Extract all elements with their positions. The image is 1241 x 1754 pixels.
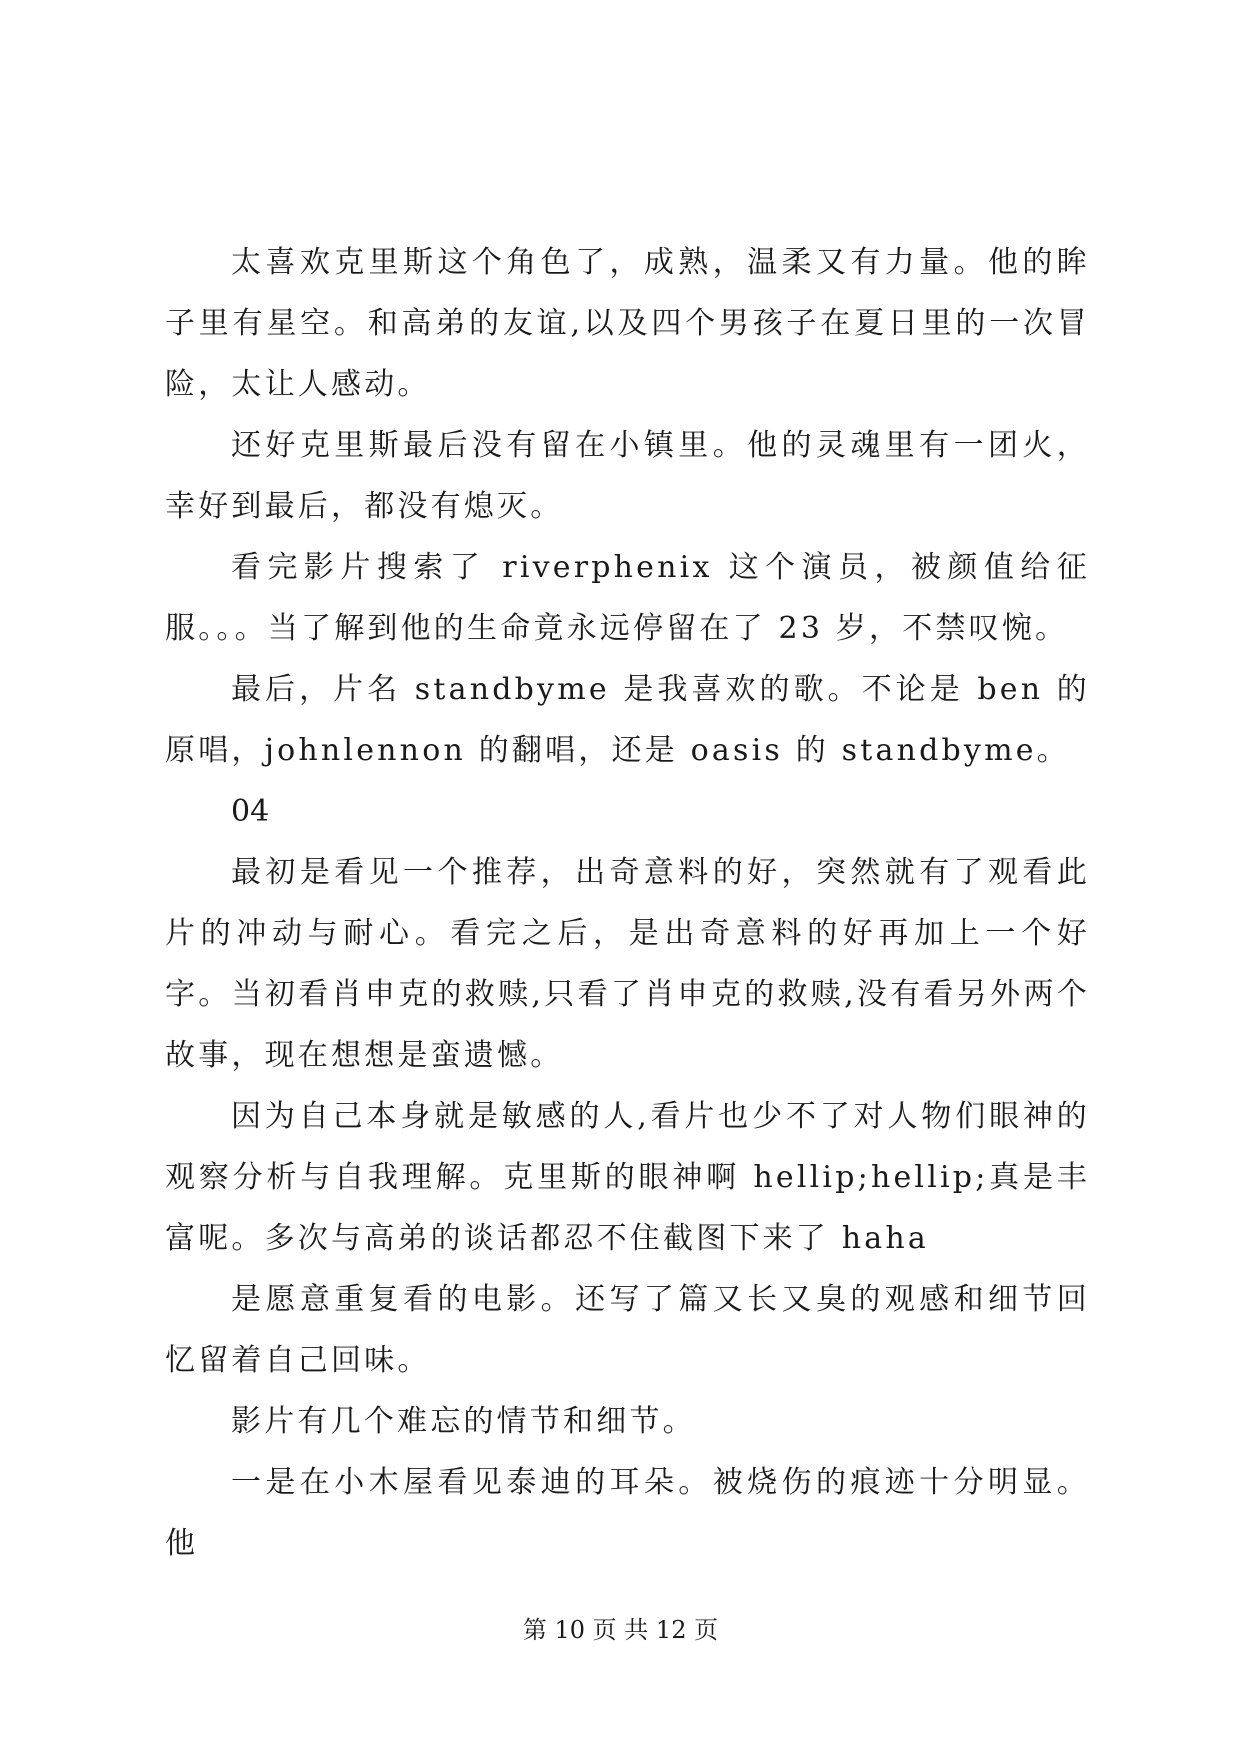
paragraph: 一是在小木屋看见泰迪的耳朵。被烧伤的痕迹十分明显。他 [165, 1465, 1090, 1561]
paragraph: 最初是看见一个推荐，出奇意料的好，突然就有了观看此片的冲动与耐心。看完之后，是出奇意料的好再加上一个好字。当初看肖申克的救赎,只看了肖申克的救赎,没有看另外两个故事，现在想想是蛮遗憾。 [165, 855, 1090, 1073]
document-body [165, 232, 1090, 1574]
paragraph: 太喜欢克里斯这个角色了，成熟，温柔又有力量。他的眸子里有星空。和高弟的友谊,以及四个男孩子在夏日里的一次冒险，太让人感动。 [165, 245, 1090, 402]
paragraph: 是愿意重复看的电影。还写了篇又长又臭的观感和细节回忆留着自己回味。 [165, 1282, 1090, 1378]
section-number: 04 [231, 794, 270, 829]
paragraph: 还好克里斯最后没有留在小镇里。他的灵魂里有一团火，幸好到最后，都没有熄灭。 [165, 428, 1090, 524]
paragraph: 最后，片名 standbyme 是我喜欢的歌。不论是 ben 的原唱，johnlennon 的翻唱，还是 oasis 的 standbyme。 [165, 672, 1090, 768]
page-footer: 第 10 页 共 12 页 [522, 1616, 719, 1644]
paragraph: 影片有几个难忘的情节和细节。 [231, 1404, 696, 1439]
paragraph: 看完影片搜索了 riverphenix 这个演员，被颜值给征服。。。当了解到他的生命竟永远停留在了 23 岁，不禁叹惋。 [165, 550, 1090, 646]
paragraph: 因为自己本身就是敏感的人,看片也少不了对人物们眼神的观察分析与自我理解。克里斯的眼神啊 hellip;hellip;真是丰富呢。多次与高弟的谈话都忍不住截图下来了 haha [165, 1099, 1090, 1256]
